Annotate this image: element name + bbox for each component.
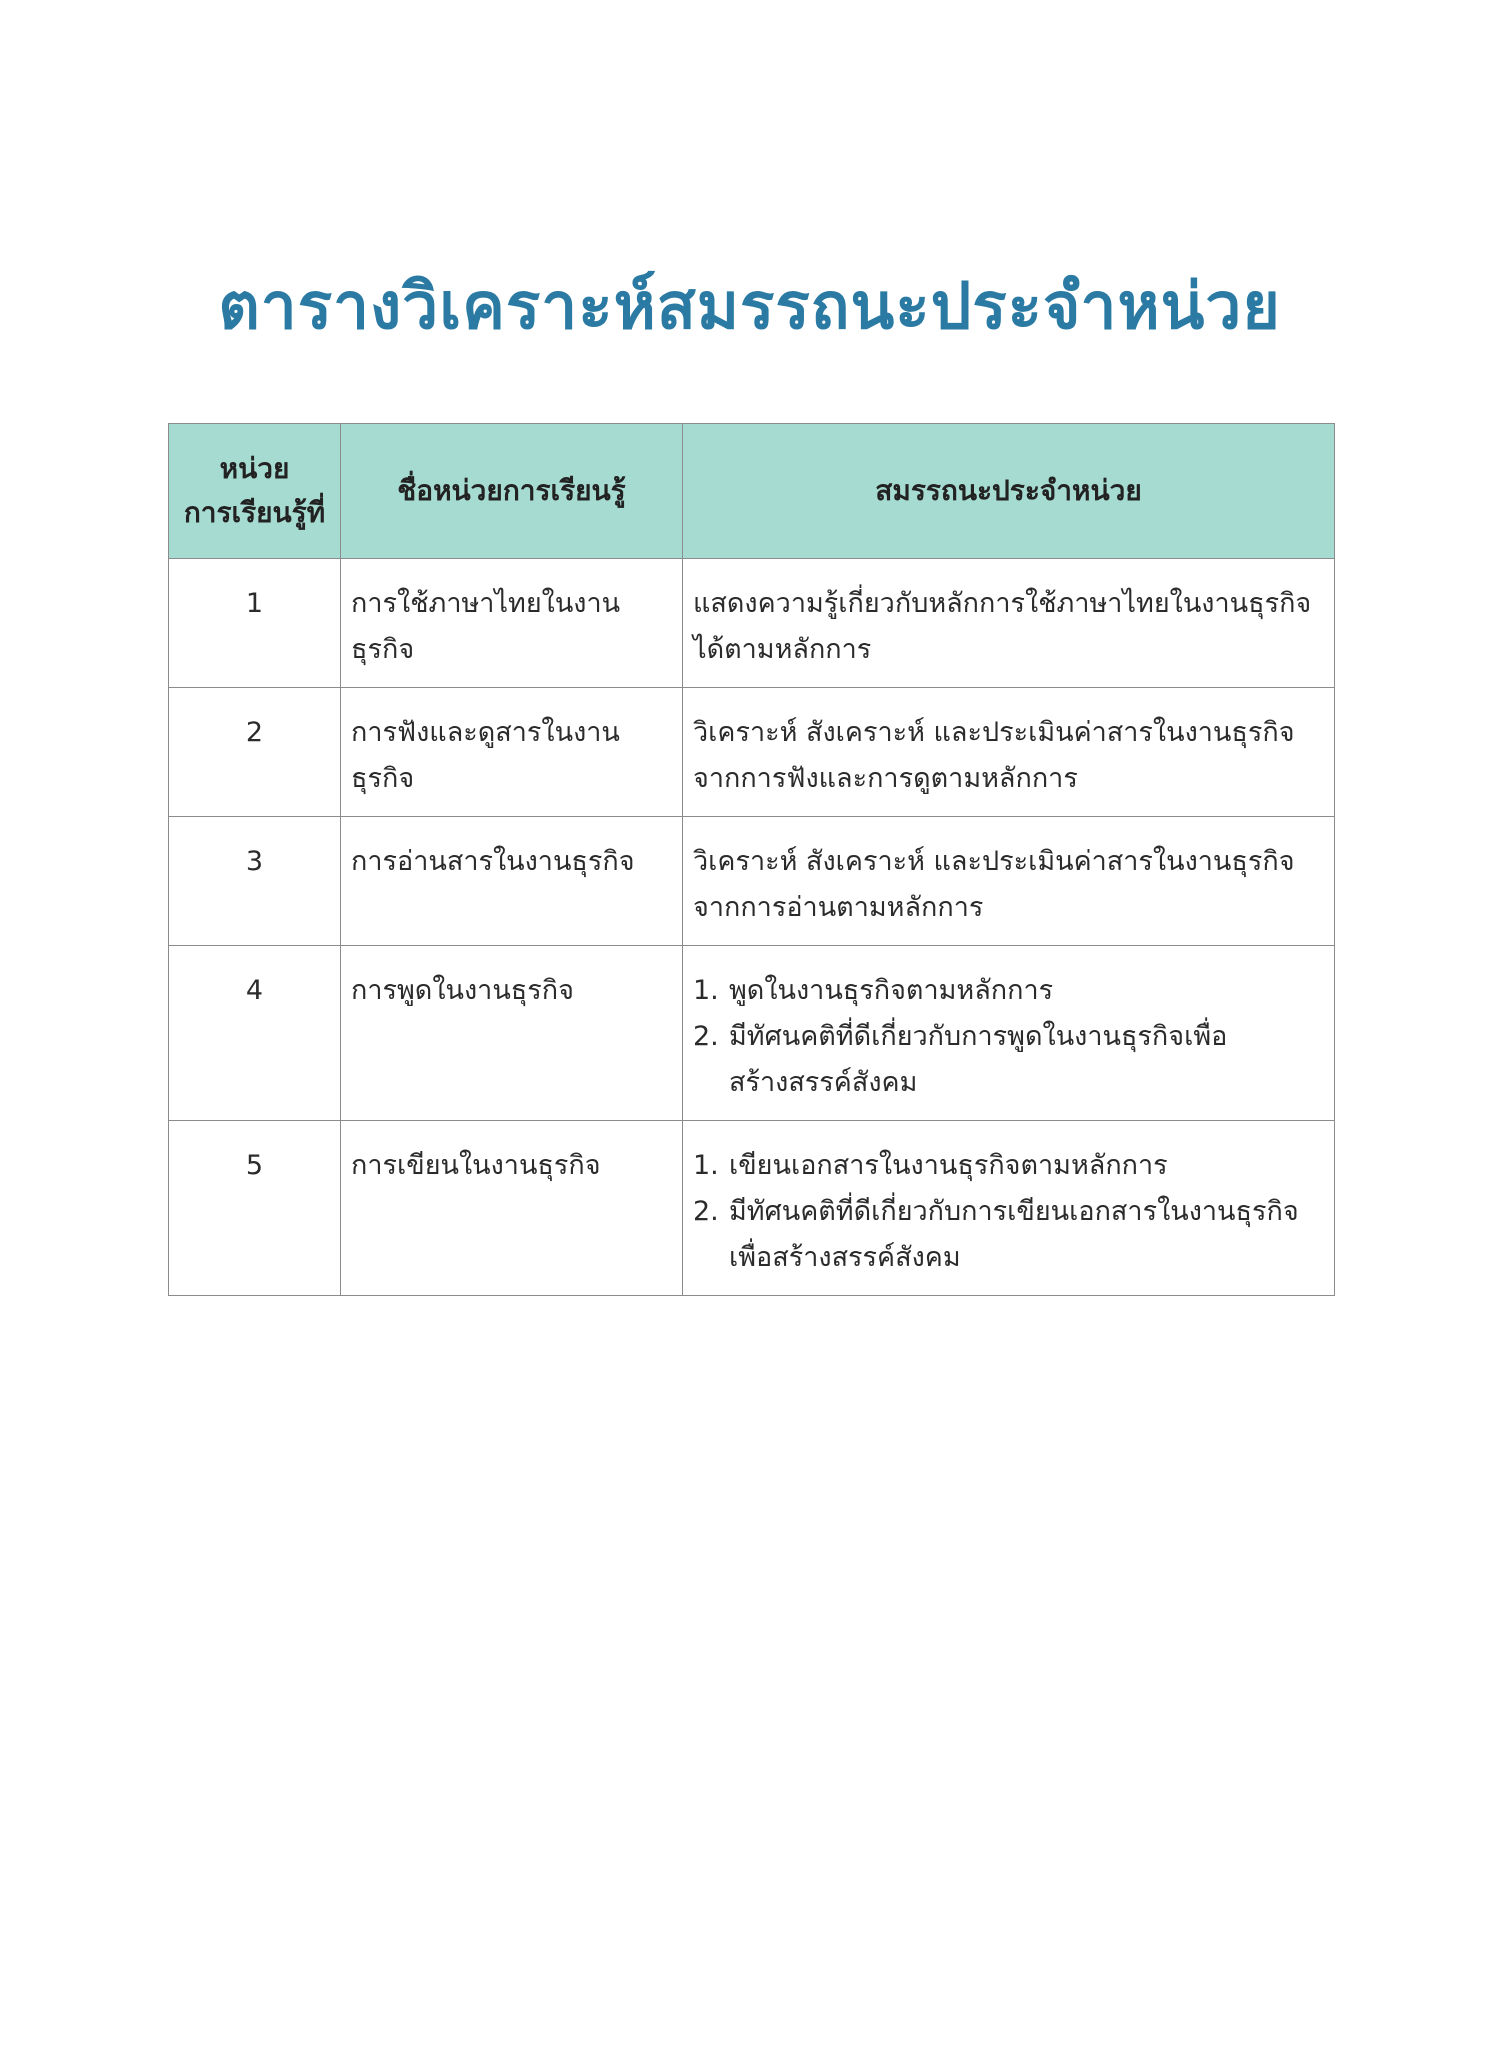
competency-cell: วิเคราะห์ สังเคราะห์ และประเมินค่าสารในงานธุรกิจจากการฟังและการดูตามหลักการ	[683, 688, 1335, 817]
page-title: ตารางวิเคราะห์สมรรถนะประจำหน่วย	[218, 270, 1281, 344]
list-number: 1.	[693, 975, 719, 1006]
competency-cell	[683, 1121, 1335, 1296]
list-text: มีทัศนคติที่ดีเกี่ยวกับการพูดในงานธุรกิจเพื่อสร้างสรรค์สังคม	[729, 1021, 1228, 1098]
unit-name-cell: การอ่านสารในงานธุรกิจ	[341, 817, 683, 946]
list-number: 1.	[693, 1150, 719, 1181]
list-text: เขียนเอกสารในงานธุรกิจตามหลักการ	[729, 1150, 1168, 1181]
unit-number-cell: 2	[169, 688, 341, 817]
unit-name-cell: การเขียนในงานธุรกิจ	[341, 1121, 683, 1296]
unit-name-cell: การฟังและดูสารในงานธุรกิจ	[341, 688, 683, 817]
competency-cell: วิเคราะห์ สังเคราะห์ และประเมินค่าสารในงานธุรกิจจากการอ่านตามหลักการ	[683, 817, 1335, 946]
competency-list	[693, 968, 1324, 1106]
list-text: พูดในงานธุรกิจตามหลักการ	[729, 975, 1054, 1006]
table-row	[169, 688, 1335, 817]
table-row	[169, 559, 1335, 688]
unit-number-cell: 4	[169, 946, 341, 1121]
table-row	[169, 817, 1335, 946]
table-row	[169, 946, 1335, 1121]
table-body	[169, 559, 1335, 1296]
competency-cell: แสดงความรู้เกี่ยวกับหลักการใช้ภาษาไทยในงานธุรกิจได้ตามหลักการ	[683, 559, 1335, 688]
unit-number-cell: 3	[169, 817, 341, 946]
header-row	[169, 424, 1335, 559]
list-text: มีทัศนคติที่ดีเกี่ยวกับการเขียนเอกสารในงานธุรกิจเพื่อสร้างสรรค์สังคม	[729, 1196, 1299, 1273]
table-row	[169, 1121, 1335, 1296]
table-header	[169, 424, 1335, 559]
header-unit-line2: การเรียนรู้ที่	[183, 496, 326, 529]
header-unit-line1: หน่วย	[219, 452, 290, 485]
unit-number-cell: 1	[169, 559, 341, 688]
header-unit-number	[169, 424, 341, 559]
unit-number-cell: 5	[169, 1121, 341, 1296]
header-competency: สมรรถนะประจำหน่วย	[683, 424, 1335, 559]
competency-list-item	[693, 1014, 1324, 1106]
header-unit-name: ชื่อหน่วยการเรียนรู้	[341, 424, 683, 559]
list-number: 2.	[693, 1196, 719, 1227]
unit-name-cell: การพูดในงานธุรกิจ	[341, 946, 683, 1121]
competency-cell	[683, 946, 1335, 1121]
list-number: 2.	[693, 1021, 719, 1052]
competency-list	[693, 1143, 1324, 1281]
competency-list-item	[693, 1189, 1324, 1281]
competency-table	[168, 423, 1335, 1296]
competency-list-item	[693, 968, 1324, 1014]
competency-list-item	[693, 1143, 1324, 1189]
unit-name-cell: การใช้ภาษาไทยในงานธุรกิจ	[341, 559, 683, 688]
